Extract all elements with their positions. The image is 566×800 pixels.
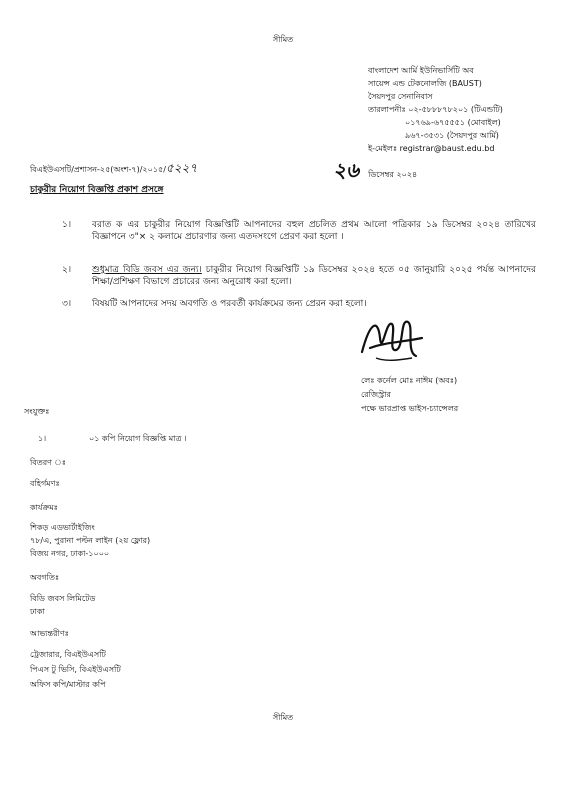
paragraph-text: বিষয়টি আপনাদের সদয় অবগতি ও পরবর্তী কার্যক্রমের জন্য প্রেরন করা হলো। xyxy=(92,299,367,309)
signatory-name: লেঃ কর্নেল মোঃ নাঈম (অবঃ) xyxy=(361,376,458,385)
external-label: বহির্গমণঃ xyxy=(30,479,60,488)
classification-bottom: সীমিত xyxy=(272,713,294,722)
addressee-line: ৭৮/এ, পুরানা পল্টন লাইন (২য় ফ্লোর) xyxy=(30,536,151,545)
action-label: কার্যক্রমঃ xyxy=(30,503,58,512)
paragraph-number: ২। xyxy=(62,265,72,275)
addressee-line: বিজয় নগর, ঢাকা-১০০০ xyxy=(30,549,110,558)
info-block xyxy=(30,593,95,617)
org-location: সৈয়দপুর সেনানিবাস xyxy=(368,92,433,101)
paragraph-3 xyxy=(62,298,536,310)
paragraph-2 xyxy=(62,264,536,288)
org-name-line2: সায়েন্স এন্ড টেকনোলজি (BAUST) xyxy=(368,79,482,88)
reference-date xyxy=(333,156,417,189)
internal-line: পিএস টু ভিসি, বিএইউএসটি xyxy=(30,665,121,674)
enclosure-number: ১। xyxy=(38,434,47,443)
paragraph-text: চাকুরীর নিয়োগ বিজ্ঞপ্তিটি ১৯ ডিসেম্বর ২০২৪ হতে ০৫ জানুয়ারি ২০২৫ পর্যন্ত আপনাদের শিক্ষা/প্রশিক্ষণ বিভাগে প্রচারের জন্য অনুরোধ করা হলো। xyxy=(92,265,536,287)
addressee-block xyxy=(30,522,150,559)
paragraph-underlined-text: শুধুমাত্র বিডি জবস এর জন্য। xyxy=(92,265,202,275)
enclosure-text: ০১ কপি নিয়োগ বিজ্ঞপ্তি মাত্র । xyxy=(89,434,187,443)
signatory-on-behalf: পক্ষে ভারপ্রাপ্ত ভাইস-চ্যান্সেলর xyxy=(361,404,459,413)
signature-block xyxy=(361,375,458,414)
org-email: ই-মেইলঃ registrar@baust.edu.bd xyxy=(368,144,495,153)
internal-block xyxy=(30,649,121,690)
internal-label: আভ্যন্তরীণঃ xyxy=(30,629,69,638)
org-name-line1: বাংলাদেশ আর্মি ইউনিভার্সিটি অব xyxy=(368,66,474,75)
signatory-title: রেজিস্ট্রার xyxy=(361,390,391,399)
subject: চাকুরীর নিয়োগ বিজ্ঞপ্তি প্রকাশ প্রসঙ্গে xyxy=(30,185,164,195)
info-label: অবগতিঃ xyxy=(30,573,60,582)
info-line: ঢাকা xyxy=(30,607,45,616)
org-phone-line3: ৯৬৭-৩৫৩১ (সৈয়দপুর আর্মি) xyxy=(405,131,499,140)
reference-handwritten-number: ৫২২৭ xyxy=(165,161,198,175)
reference-number xyxy=(30,163,197,175)
paragraph-number: ৩। xyxy=(62,299,72,309)
reference-date-day: ২৬ xyxy=(333,158,360,182)
distribution-label: বিতরণ ঃ xyxy=(30,458,66,467)
classification-top: সীমিত xyxy=(272,35,294,44)
signature-image xyxy=(356,312,426,367)
addressee-line: শিকড় এডভার্টাইজিং xyxy=(30,523,95,532)
internal-line: ট্রেজারার, বিএইউএসটি xyxy=(30,650,106,659)
org-address-block xyxy=(368,64,503,155)
reference-date-text: ডিসেম্বর ২০২৪ xyxy=(368,170,418,179)
enclosure-label: সংযুক্তঃ xyxy=(24,407,50,416)
reference-number-text: বিএইউএসটি/প্রশাসন-২৫(অংশ-৭)/২০১৫/ xyxy=(30,165,166,174)
paragraph-text: বরাত ক এর চাকুরীর নিয়োগ বিজ্ঞপ্তিটি আপনাদের বহুল প্রচলিত প্রথম আলো পত্রিকার ১৯ ডিসেম্বর ২০২৪ তারিখের বিজ্ঞাপনে ৩"× ২ কলামে প্রচারণার জন্য এতদসংগে প্রেরণ করা হলো । xyxy=(92,220,536,242)
internal-line: অফিস কপি/মাস্টার কপি xyxy=(30,680,106,689)
info-line: বিডি জবস লিমিটেড xyxy=(30,594,96,603)
org-phone-line2: ০১৭৬৯-৬৭৫৫৫১ (মোবাইল) xyxy=(405,118,501,127)
paragraph-number: ১। xyxy=(62,220,72,230)
org-phone-line1: তারলাপনীঃ ০২-৫৮৮৮৭৮২০১ (টিএন্ডটি) xyxy=(368,105,503,114)
paragraph-body xyxy=(62,264,536,288)
paragraph-1 xyxy=(62,219,536,243)
